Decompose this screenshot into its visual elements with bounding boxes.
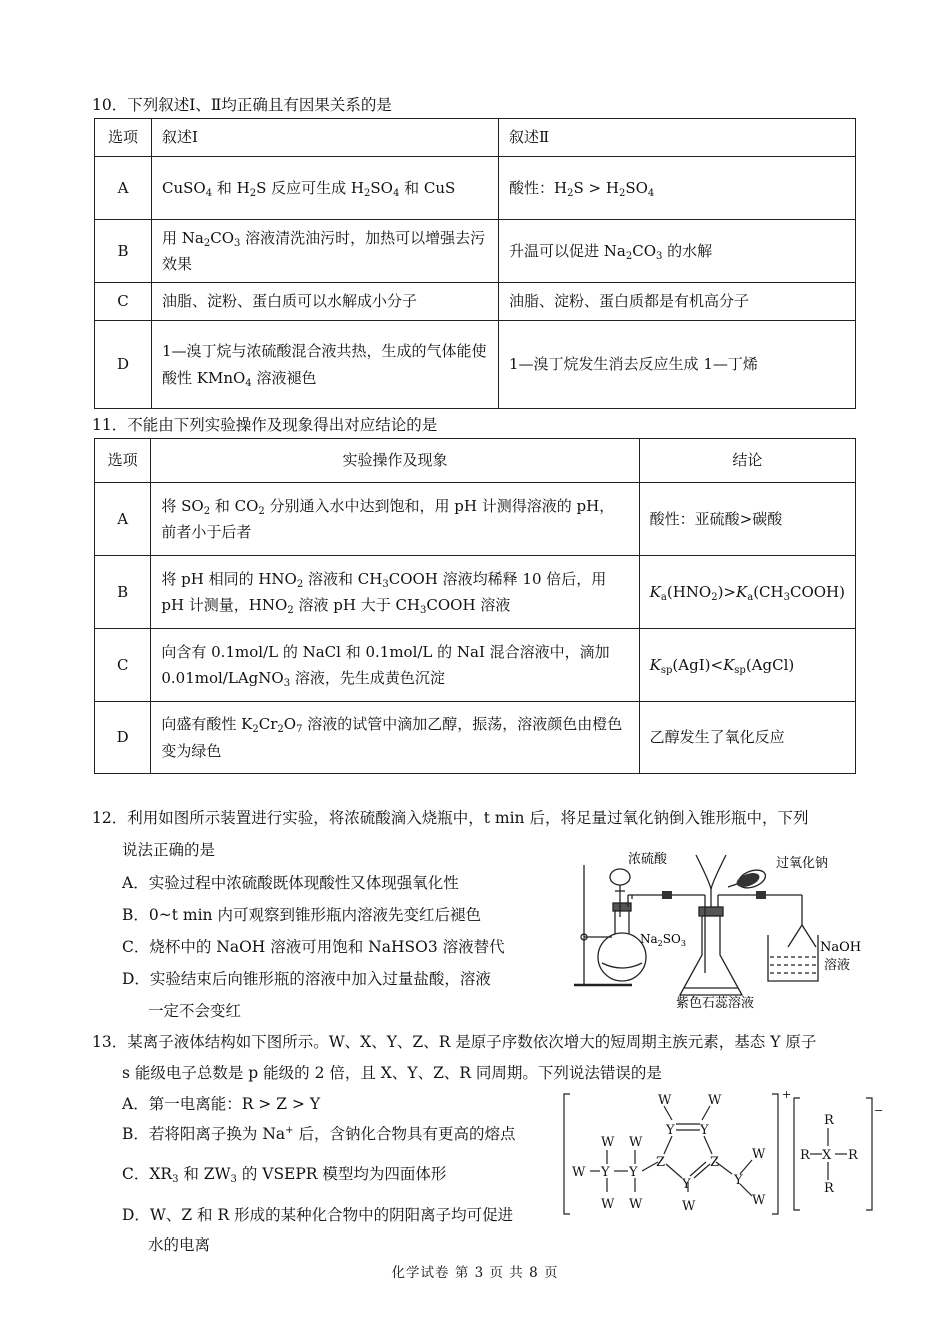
q11-a-con: 酸性：亚硫酸>碳酸 <box>639 483 855 556</box>
q11-opt-d: D <box>95 702 151 774</box>
q10-opt-d: D <box>95 321 152 409</box>
q13-structure-figure <box>560 1088 884 1223</box>
svg-text:R: R <box>848 1148 858 1163</box>
q12-label-peroxide: 过氧化钠 <box>776 856 829 871</box>
q12-option-b: B．0~t min 内可观察到锥形瓶内溶液先变红后褪色 <box>122 906 481 924</box>
q10-header-s1: 叙述Ⅰ <box>152 119 499 157</box>
q11-c-con: $K_{sp}(AgI)<K_{sp}(AgCl)$ <box>639 629 855 702</box>
q11-opt-a: A <box>95 483 151 556</box>
q12-option-d-line2: 一定不会变红 <box>148 1002 242 1020</box>
q12-label-sulfite: $Na_2SO_3$ <box>640 932 686 948</box>
q12-option-c: C．烧杯中的 NaOH 溶液可用饱和 NaHSO3 溶液替代 <box>122 938 505 956</box>
q10-a-s2: 酸性：$H_2S > H_2SO_4$ <box>499 157 856 220</box>
q10-d-s1: 1—溴丁烷与浓硫酸混合液共热，生成的气体能使酸性 KMnO$_4$ 溶液褪色 <box>152 321 499 409</box>
q13-option-d-line1: D．W、Z 和 R 形成的某种化合物中的阴阳离子均可促进 <box>122 1206 514 1224</box>
svg-text:W: W <box>658 1093 672 1108</box>
q10-a-s1: CuSO$_4$ 和 $H_2S$ 反应可生成 $H_2SO_4$ 和 CuS <box>152 157 499 220</box>
svg-text:Z: Z <box>656 1155 666 1170</box>
svg-text:W: W <box>601 1197 615 1212</box>
q11-header-op: 实验操作及现象 <box>151 439 639 483</box>
q10-stem: 10．下列叙述Ⅰ、Ⅱ均正确且有因果关系的是 <box>92 96 392 114</box>
q11-b-con: $K_a(HNO_2)>K_a(CH_3COOH)$ <box>639 556 855 629</box>
q11-d-op: 向盛有酸性 $K_2Cr_2O_7$ 溶液的试管中滴加乙醇，振荡，溶液颜色由橙色变为绿色 <box>151 702 639 774</box>
svg-text:W: W <box>629 1135 643 1150</box>
q10-header-option: 选项 <box>95 119 152 157</box>
q13-option-a: A．第一电离能：R > Z > Y <box>122 1095 321 1113</box>
q13-option-b: B．若将阳离子换为 Na+ 后，含钠化合物具有更高的熔点 <box>122 1124 516 1143</box>
svg-text:W: W <box>572 1165 586 1180</box>
svg-text:X: X <box>822 1148 832 1163</box>
q13-option-c: C．$XR_3$ 和 $ZW_3$ 的 VSEPR 模型均为四面体形 <box>122 1165 447 1185</box>
page-footer: 化学试卷 第 3 页 共 8 页 <box>391 1265 559 1281</box>
svg-text:W: W <box>752 1193 766 1208</box>
svg-text:W: W <box>752 1147 766 1162</box>
q10-c-s2: 油脂、淀粉、蛋白质都是有机高分子 <box>499 283 856 321</box>
q12-apparatus-figure <box>570 845 870 1010</box>
q10-b-s2: 升温可以促进 $Na_2CO_3$ 的水解 <box>499 220 856 283</box>
q10-table <box>94 118 856 409</box>
svg-text:+: + <box>782 1088 792 1101</box>
q11-table <box>94 438 856 774</box>
svg-text:R: R <box>800 1148 810 1163</box>
q11-b-op: 将 pH 相同的 $HNO_2$ 溶液和 $CH_3COOH$ 溶液均稀释 10 倍后，用 pH 计测量，$HNO_2$ 溶液 pH 大于 $CH_3COOH$ 溶液 <box>151 556 639 629</box>
q13-option-d-line2: 水的电离 <box>148 1236 211 1254</box>
q12-label-naoh: NaOH <box>820 940 862 955</box>
q12-stem-line1: 12．利用如图所示装置进行实验，将浓硫酸滴入烧瓶中，t min 后，将足量过氧化钠倒入锥形瓶中，下列 <box>92 809 809 827</box>
q13-stem-line2: s 能级电子总数是 p 能级的 2 倍，且 X、Y、Z、R 同周期。下列说法错误的是 <box>122 1064 662 1082</box>
q10-opt-c: C <box>95 283 152 321</box>
q13-stem-line1: 13．某离子液体结构如下图所示。W、X、Y、Z、R 是原子序数依次增大的短周期主族元素，基态 Y 原子 <box>92 1033 817 1051</box>
svg-text:Z: Z <box>710 1155 720 1170</box>
q12-label-conc-acid: 浓硫酸 <box>628 852 668 867</box>
q10-d-s2: 1—溴丁烷发生消去反应生成 1—丁烯 <box>499 321 856 409</box>
q12-stem-line2: 说法正确的是 <box>122 841 216 859</box>
svg-text:R: R <box>824 1181 834 1196</box>
svg-text:−: − <box>874 1104 884 1117</box>
svg-text:Y: Y <box>734 1173 743 1188</box>
q10-opt-b: B <box>95 220 152 283</box>
q11-c-op: 向含有 0.1mol/L 的 NaCl 和 0.1mol/L 的 NaI 混合溶液中，滴加 0.01mol/LAgNO$_3$ 溶液，先生成黄色沉淀 <box>151 629 639 702</box>
svg-text:W: W <box>682 1199 696 1214</box>
q10-opt-a: A <box>95 157 152 220</box>
q10-c-s1: 油脂、淀粉、蛋白质可以水解成小分子 <box>152 283 499 321</box>
q12-label-litmus: 紫色石蕊溶液 <box>676 996 755 1011</box>
svg-text:Y: Y <box>700 1123 709 1138</box>
q10-b-s1: 用 $Na_2CO_3$ 溶液清洗油污时，加热可以增强去污效果 <box>152 220 499 283</box>
svg-text:Y: Y <box>682 1177 691 1192</box>
svg-text:W: W <box>601 1135 615 1150</box>
svg-text:Y: Y <box>666 1123 675 1138</box>
q12-option-d-line1: D．实验结束后向锥形瓶的溶液中加入过量盐酸，溶液 <box>122 970 491 988</box>
q11-a-op: 将 $SO_2$ 和 $CO_2$ 分别通入水中达到饱和，用 pH 计测得溶液的 pH，前者小于后者 <box>151 483 639 556</box>
svg-text:R: R <box>824 1113 834 1128</box>
q11-d-con: 乙醇发生了氧化反应 <box>639 702 855 774</box>
svg-text:W: W <box>629 1197 643 1212</box>
q12-option-a: A．实验过程中浓硫酸既体现酸性又体现强氧化性 <box>122 874 459 892</box>
q11-stem: 11．不能由下列实验操作及现象得出对应结论的是 <box>92 416 438 434</box>
q11-opt-c: C <box>95 629 151 702</box>
svg-text:W: W <box>708 1093 722 1108</box>
svg-text:Y: Y <box>629 1165 638 1180</box>
q12-label-naoh-solution: 溶液 <box>824 958 851 973</box>
q10-header-s2: 叙述Ⅱ <box>499 119 856 157</box>
q11-opt-b: B <box>95 556 151 629</box>
q11-header-option: 选项 <box>95 439 151 483</box>
q11-header-con: 结论 <box>639 439 855 483</box>
svg-text:Y: Y <box>601 1165 610 1180</box>
